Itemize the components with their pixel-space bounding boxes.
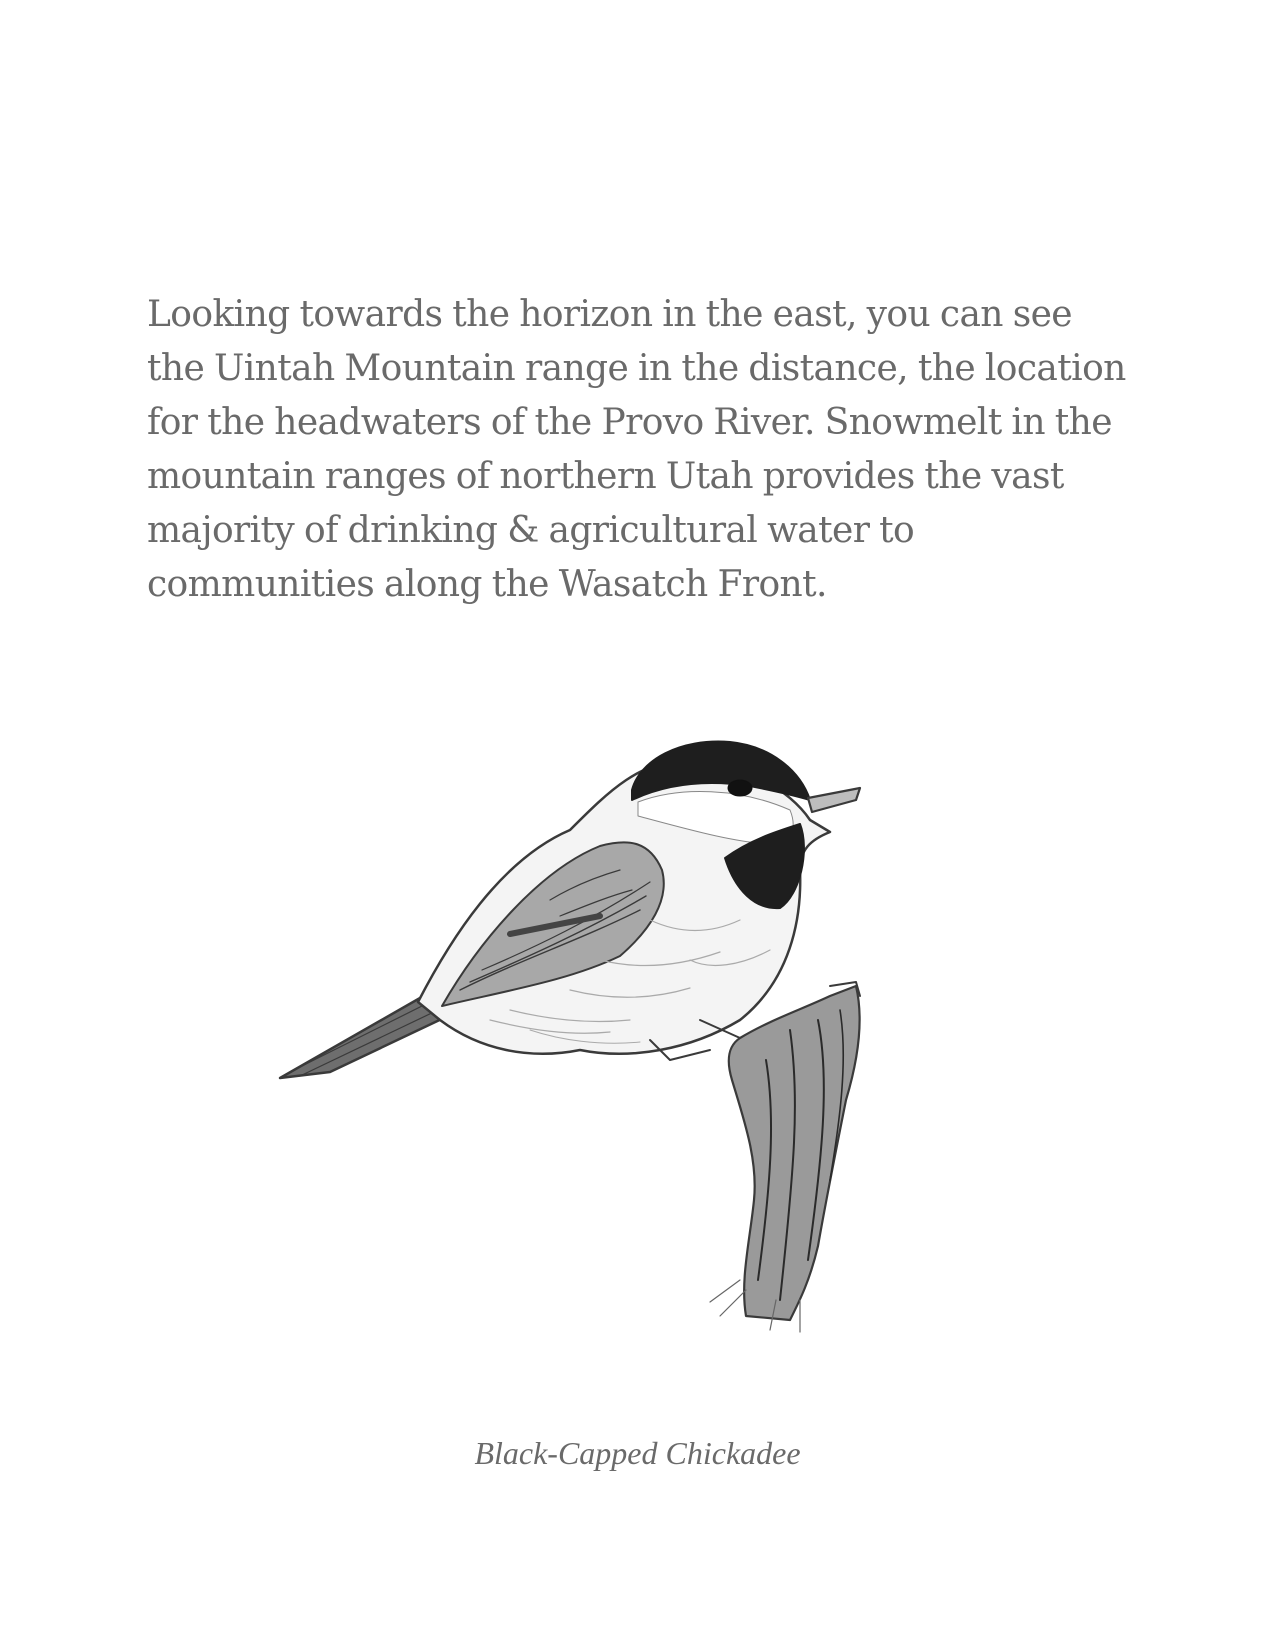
chickadee-sketch-icon xyxy=(270,720,910,1380)
chickadee-illustration xyxy=(270,720,910,1380)
illustration-caption: Black-Capped Chickadee xyxy=(474,1435,801,1471)
body-paragraph: Looking towards the horizon in the east, you can see the Uintah Mountain range in the distance, the location for the headwaters of the Provo River. Snowmelt in the mountain ranges of northern Utah provides the vast majority of drinking & agricultural water to communities along the Wasatch Front. xyxy=(147,294,1126,605)
